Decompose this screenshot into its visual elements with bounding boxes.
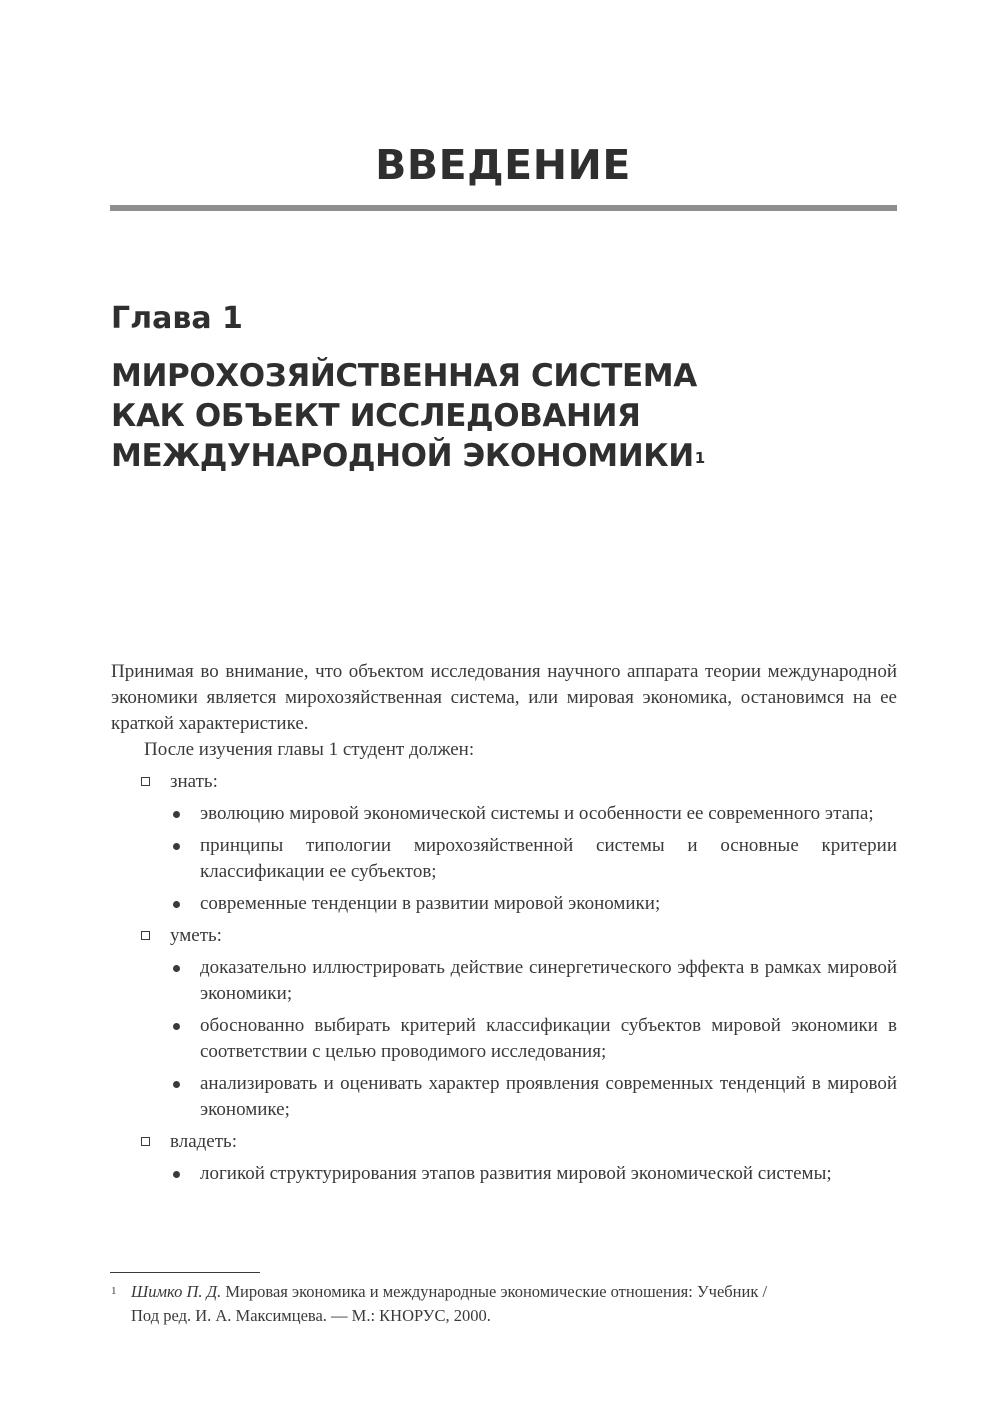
list-item-text: эволюцию мировой экономической системы и особенности ее современного этапа;	[200, 803, 874, 824]
objectives-lead: После изучения главы 1 студент должен:	[144, 739, 475, 760]
list-item	[111, 1161, 897, 1187]
objective-group-master	[111, 1129, 897, 1187]
objective-items	[170, 955, 897, 1123]
footnote	[111, 1280, 897, 1328]
list-item	[111, 833, 897, 885]
objective-items	[170, 1161, 897, 1187]
chapter-label: Глава 1	[111, 301, 243, 336]
round-bullet-icon	[173, 1081, 180, 1088]
list-item	[111, 1013, 897, 1065]
square-bullet-icon	[141, 777, 150, 786]
list-item-text: обоснованно выбирать критерий классификации субъектов мировой экономики в соответствии с целью проводимого исследования;	[200, 1015, 897, 1062]
round-bullet-icon	[173, 1171, 180, 1178]
chapter-title-line-3-text: МЕЖДУНАРОДНОЙ ЭКОНОМИКИ	[111, 438, 694, 474]
chapter-title	[111, 356, 891, 476]
footnote-reference[interactable]: 1	[694, 449, 705, 467]
footnote-text-line-2: Под ред. И. А. Максимцева. — М.: КНОРУС, 2000.	[131, 1306, 491, 1325]
objective-group-label: владеть:	[170, 1131, 237, 1152]
round-bullet-icon	[173, 1023, 180, 1030]
chapter-body	[111, 659, 897, 1187]
list-item-text: логикой структурирования этапов развития мировой экономической системы;	[200, 1163, 832, 1184]
list-item-text: анализировать и оценивать характер проявления современных тенденций в мировой экономике;	[200, 1073, 897, 1120]
chapter-title-line-1: МИРОХОЗЯЙСТВЕННАЯ СИСТЕМА	[111, 358, 697, 394]
objective-group-label: знать:	[170, 771, 218, 792]
list-item	[111, 891, 897, 917]
list-item	[111, 1071, 897, 1123]
footnote-text-line-1: Мировая экономика и международные экономические отношения: Учебник /	[225, 1282, 768, 1301]
intro-paragraph: Принимая во внимание, что объектом исследования научного аппарата теории международной экономики является мирохозяйственная система, или мировая экономика, остановимся на ее краткой характеристике.	[111, 661, 897, 734]
footnote-number: 1	[111, 1285, 117, 1297]
square-bullet-icon	[141, 1137, 150, 1146]
chapter-title-line-3	[111, 436, 891, 476]
chapter-title-line-2: КАК ОБЪЕКТ ИССЛЕДОВАНИЯ	[111, 398, 641, 434]
objective-items	[170, 801, 897, 917]
round-bullet-icon	[173, 901, 180, 908]
footnote-divider	[110, 1272, 260, 1273]
title-divider	[110, 205, 897, 211]
objectives-list	[111, 769, 897, 1187]
section-title: ВВЕДЕНИЕ	[375, 141, 631, 189]
square-bullet-icon	[141, 931, 150, 940]
round-bullet-icon	[173, 811, 180, 818]
round-bullet-icon	[173, 965, 180, 972]
objective-group-know	[111, 769, 897, 917]
list-item	[111, 801, 897, 827]
list-item	[111, 955, 897, 1007]
objective-group-label: уметь:	[170, 925, 222, 946]
footnote-author: Шимко П. Д.	[131, 1282, 222, 1301]
list-item-text: современные тенденции в развитии мировой экономики;	[200, 893, 661, 914]
objective-group-can	[111, 923, 897, 1123]
list-item-text: принципы типологии мирохозяйственной системы и основные критерии классификации ее субъектов;	[200, 835, 897, 882]
list-item-text: доказательно иллюстрировать действие синергетического эффекта в рамках мировой экономики;	[200, 957, 897, 1004]
round-bullet-icon	[173, 843, 180, 850]
